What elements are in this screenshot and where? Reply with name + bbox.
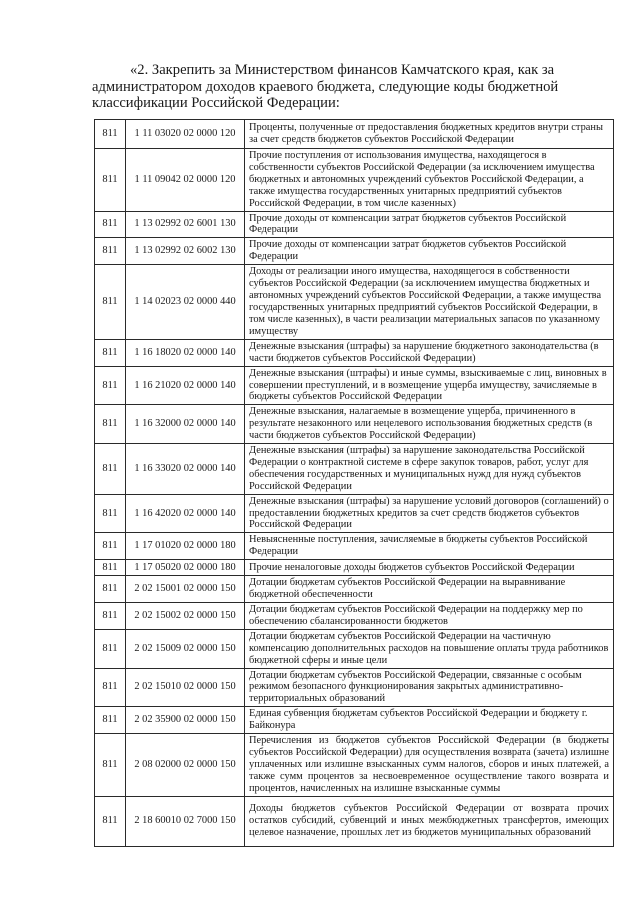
intro-paragraph (92, 62, 614, 112)
budget-code-cell: 2 02 35900 02 0000 150 (126, 707, 245, 734)
admin-code-cell: 811 (95, 576, 126, 603)
table-row (95, 796, 614, 846)
admin-code-cell: 811 (95, 560, 126, 576)
revenue-name-cell: Доходы бюджетов субъектов Российской Федерации от возврата прочих остатков субсидий, субвенций и иных межбюджетных трансфертов, имеющих целевое назначение, прошлых лет из бюджетов муниципальных образований (245, 796, 614, 846)
budget-code-cell: 1 16 21020 02 0000 140 (126, 366, 245, 405)
admin-code-cell: 811 (95, 796, 126, 846)
admin-code-cell: 811 (95, 629, 126, 668)
table-row (95, 533, 614, 560)
revenue-name-cell: Денежные взыскания, налагаемые в возмещение ущерба, причиненного в результате незаконного или нецелевого использования бюджетных средств (в части бюджетов субъектов Российской Федерации) (245, 405, 614, 444)
admin-code-cell: 811 (95, 707, 126, 734)
budget-code-cell: 1 11 03020 02 0000 120 (126, 120, 245, 149)
table-row (95, 707, 614, 734)
table-row (95, 405, 614, 444)
budget-code-cell: 1 13 02992 02 6001 130 (126, 211, 245, 238)
intro-line-2: администратором доходов краевого бюджета, следующие коды бюджетной (92, 78, 559, 95)
table-row (95, 494, 614, 533)
revenue-name-cell: Проценты, полученные от предоставления бюджетных кредитов внутри страны за счет средств бюджетов субъектов Российской Федерации (245, 120, 614, 149)
table-row (95, 668, 614, 707)
budget-code-cell: 1 17 05020 02 0000 180 (126, 560, 245, 576)
revenue-name-cell: Денежные взыскания (штрафы) за нарушение законодательства Российской Федерации о контрактной системе в сфере закупок товаров, работ, услуг для обеспечения государственных и муниципальных нужд для нужд субъектов Российской Федерации (245, 444, 614, 495)
table-row (95, 238, 614, 265)
revenue-name-cell: Перечисления из бюджетов субъектов Российской Федерации (в бюджеты субъектов Российской Федерации) для осуществления возврата (зачета) излишне уплаченных или излишне взысканных сумм налогов, сборов и иных платежей, а также сумм процентов за несвоевременное осуществление такого возврата и процентов, начисленных на излишне взысканные суммы (245, 734, 614, 797)
admin-code-cell: 811 (95, 444, 126, 495)
table-row (95, 120, 614, 149)
budget-code-cell: 2 02 15010 02 0000 150 (126, 668, 245, 707)
revenue-name-cell: Дотации бюджетам субъектов Российской Федерации на поддержку мер по обеспечению сбалансированности бюджетов (245, 603, 614, 630)
admin-code-cell: 811 (95, 405, 126, 444)
admin-code-cell: 811 (95, 149, 126, 212)
admin-code-cell: 811 (95, 533, 126, 560)
admin-code-cell: 811 (95, 265, 126, 339)
revenue-name-cell: Дотации бюджетам субъектов Российской Федерации на частичную компенсацию дополнительных расходов на повышение оплаты труда работников бюджетной сферы и иные цели (245, 629, 614, 668)
budget-code-cell: 1 13 02992 02 6002 130 (126, 238, 245, 265)
budget-code-cell: 2 18 60010 02 7000 150 (126, 796, 245, 846)
budget-code-cell: 1 11 09042 02 0000 120 (126, 149, 245, 212)
revenue-name-cell: Дотации бюджетам субъектов Российской Федерации на выравнивание бюджетной обеспеченности (245, 576, 614, 603)
table-row (95, 149, 614, 212)
table-row (95, 576, 614, 603)
budget-code-cell: 1 14 02023 02 0000 440 (126, 265, 245, 339)
admin-code-cell: 811 (95, 238, 126, 265)
admin-code-cell: 811 (95, 120, 126, 149)
budget-code-cell: 2 02 15002 02 0000 150 (126, 603, 245, 630)
admin-code-cell: 811 (95, 366, 126, 405)
table-row (95, 265, 614, 339)
table-row (95, 366, 614, 405)
revenue-name-cell: Денежные взыскания (штрафы) за нарушение бюджетного законодательства (в части бюджетов субъектов Российской Федерации) (245, 339, 614, 366)
budget-code-cell: 1 16 32000 02 0000 140 (126, 405, 245, 444)
revenue-name-cell: Прочие доходы от компенсации затрат бюджетов субъектов Российской Федерации (245, 211, 614, 238)
admin-code-cell: 811 (95, 339, 126, 366)
admin-code-cell: 811 (95, 211, 126, 238)
table-row (95, 734, 614, 797)
admin-code-cell: 811 (95, 494, 126, 533)
revenue-name-cell: Денежные взыскания (штрафы) и иные суммы, взыскиваемые с лиц, виновных в совершении преступлений, и в возмещение ущерба имуществу, зачисляемые в бюджеты субъектов Российской Федерации (245, 366, 614, 405)
budget-code-cell: 1 17 01020 02 0000 180 (126, 533, 245, 560)
revenue-name-cell: Прочие неналоговые доходы бюджетов субъектов Российской Федерации (245, 560, 614, 576)
table-row (95, 211, 614, 238)
revenue-name-cell: Прочие доходы от компенсации затрат бюджетов субъектов Российской Федерации (245, 238, 614, 265)
budget-code-cell: 2 02 15009 02 0000 150 (126, 629, 245, 668)
admin-code-cell: 811 (95, 734, 126, 797)
budget-code-cell: 2 08 02000 02 0000 150 (126, 734, 245, 797)
table-row (95, 603, 614, 630)
table-row (95, 560, 614, 576)
revenue-name-cell: Доходы от реализации иного имущества, находящегося в собственности субъектов Российской Федерации (за исключением имущества бюджетных и автономных учреждений субъектов Российской Федерации, а также имущества государственных унитарных предприятий субъектов Российской Федерации, в том числе казенных), в части реализации материальных запасов по указанному имуществу (245, 265, 614, 339)
budget-code-cell: 2 02 15001 02 0000 150 (126, 576, 245, 603)
admin-code-cell: 811 (95, 603, 126, 630)
revenue-name-cell: Денежные взыскания (штрафы) за нарушение условий договоров (соглашений) о предоставлении бюджетных кредитов за счет средств бюджетов субъектов Российской Федерации (245, 494, 614, 533)
table-row (95, 339, 614, 366)
revenue-name-cell: Дотации бюджетам субъектов Российской Федерации, связанные с особым режимом безопасного функционирования закрытых административно-территориальных образований (245, 668, 614, 707)
admin-code-cell: 811 (95, 668, 126, 707)
budget-code-cell: 1 16 42020 02 0000 140 (126, 494, 245, 533)
budget-code-cell: 1 16 33020 02 0000 140 (126, 444, 245, 495)
budget-codes-table (94, 119, 614, 847)
intro-line-1: «2. Закрепить за Министерством финансов Камчатского края, как за (130, 62, 555, 78)
intro-line-3: классификации Российской Федерации: (92, 95, 340, 111)
table-row (95, 629, 614, 668)
revenue-name-cell: Единая субвенция бюджетам субъектов Российской Федерации и бюджету г. Байконура (245, 707, 614, 734)
revenue-name-cell: Невыясненные поступления, зачисляемые в бюджеты субъектов Российской Федерации (245, 533, 614, 560)
table-row (95, 444, 614, 495)
revenue-name-cell: Прочие поступления от использования имущества, находящегося в собственности субъектов Российской Федерации (за исключением имущества бюджетных и автономных учреждений субъектов Российской Федерации, а также имущества государственных унитарных предприятий субъектов Российской Федерации, в том числе казенных) (245, 149, 614, 212)
budget-code-cell: 1 16 18020 02 0000 140 (126, 339, 245, 366)
